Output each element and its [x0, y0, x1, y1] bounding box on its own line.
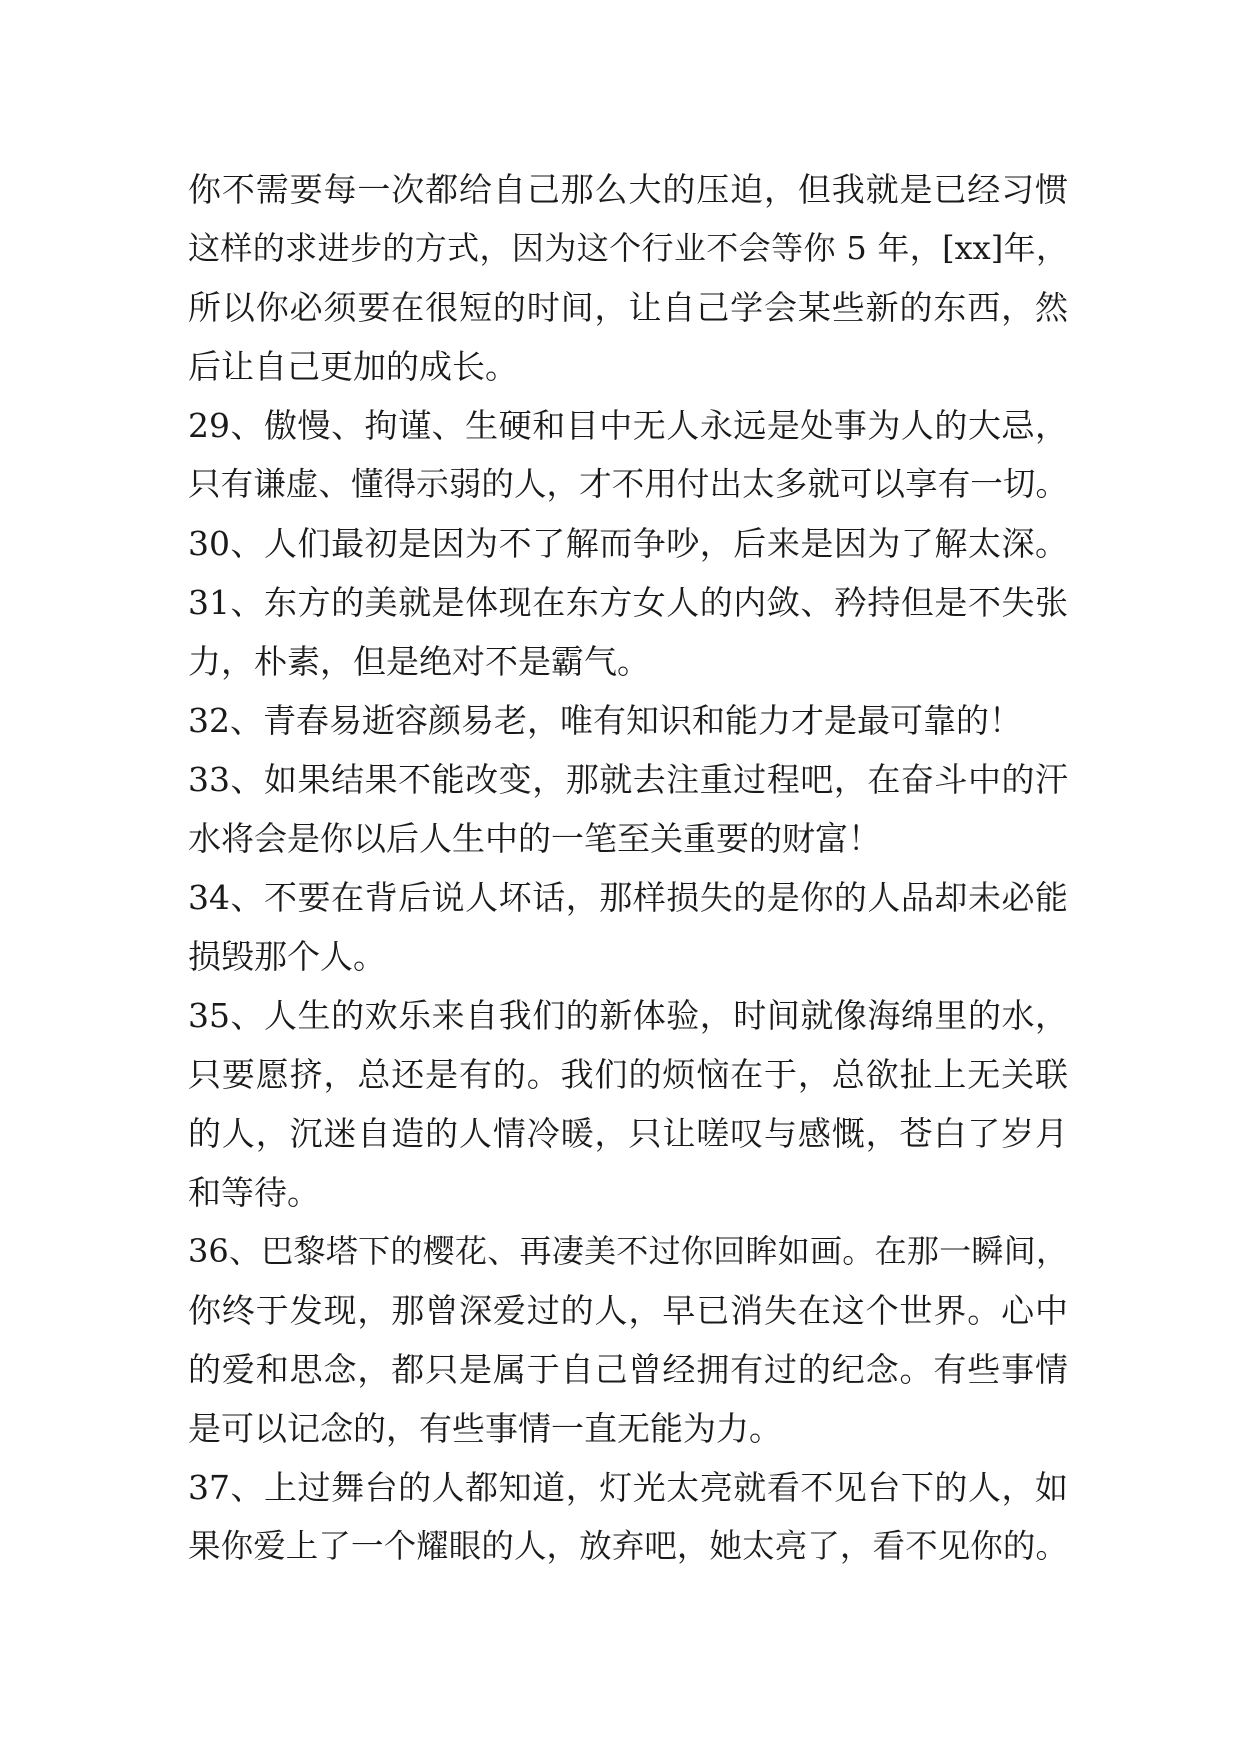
text-line: 33、如果结果不能改变，那就去注重过程吧，在奋斗中的汗 [188, 760, 1068, 799]
text-line: 和等待。 [188, 1173, 320, 1212]
text-line: 只要愿挤，总还是有的。我们的烦恼在于，总欲扯上无关联 [188, 1055, 1068, 1094]
text-line: 这样的求进步的方式，因为这个行业不会等你 5 年，[xx]年， [188, 229, 1068, 267]
text-line: 32、青春易逝容颜易老，唯有知识和能力才是最可靠的！ [188, 701, 1022, 740]
text-line: 所以你必须要在很短的时间，让自己学会某些新的东西，然 [188, 288, 1068, 327]
text-line: 果你爱上了一个耀眼的人，放弃吧，她太亮了，看不见你的。 [188, 1527, 1068, 1565]
text-line: 31、东方的美就是体现在东方女人的内敛、矜持但是不失张 [188, 583, 1068, 622]
text-line: 30、人们最初是因为不了解而争吵，后来是因为了解太深。 [188, 524, 1068, 563]
text-line: 损毁那个人。 [188, 937, 386, 976]
text-line: 你终于发现，那曾深爱过的人，早已消失在这个世界。心中 [188, 1291, 1068, 1330]
text-line: 35、人生的欢乐来自我们的新体验，时间就像海绵里的水， [188, 996, 1068, 1035]
text-line: 29、傲慢、拘谨、生硬和目中无人永远是处事为人的大忌， [188, 406, 1068, 445]
text-line: 后让自己更加的成长。 [188, 347, 518, 386]
text-line: 水将会是你以后人生中的一笔至关重要的财富！ [188, 819, 881, 858]
text-line: 你不需要每一次都给自己那么大的压迫，但我就是已经习惯 [188, 170, 1068, 209]
text-line: 36、巴黎塔下的樱花、再凄美不过你回眸如画。在那一瞬间， [188, 1232, 1068, 1270]
text-line: 的人，沉迷自造的人情冷暖，只让嗟叹与感慨，苍白了岁月 [188, 1114, 1068, 1153]
text-line: 34、不要在背后说人坏话，那样损失的是你的人品却未必能 [188, 878, 1068, 917]
document-body [188, 160, 1068, 1576]
text-line: 只有谦虚、懂得示弱的人，才不用付出太多就可以享有一切。 [188, 465, 1068, 503]
text-line: 力，朴素，但是绝对不是霸气。 [188, 642, 650, 681]
text-line: 的爱和思念，都只是属于自己曾经拥有过的纪念。有些事情 [188, 1350, 1068, 1389]
text-line: 是可以记念的，有些事情一直无能为力。 [188, 1409, 782, 1448]
text-line: 37、上过舞台的人都知道，灯光太亮就看不见台下的人，如 [188, 1468, 1068, 1507]
